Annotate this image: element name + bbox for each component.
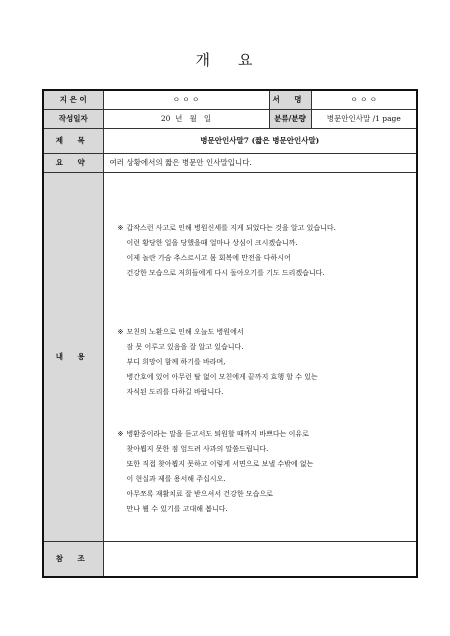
paragraph-line: 병환중이라는 말을 듣고서도 퇴원할 때까지 바쁘다는 이유로 — [126, 429, 309, 438]
reference-mark-icon: ※ — [117, 223, 124, 232]
reference-value — [103, 541, 417, 577]
paragraph-line: 병간호에 있어 아무런 탈 없이 모친에게 끝까지 효행 할 수 있는 — [126, 372, 318, 381]
content-paragraph — [118, 427, 411, 517]
date-row — [43, 109, 417, 128]
content-paragraph — [118, 325, 411, 400]
subject-label: 제 목 — [43, 128, 103, 153]
paragraph-line: 만나 뵐 수 있기를 고대해 봅니다. — [126, 504, 228, 513]
category-label: 분류/분량 — [269, 109, 311, 128]
paragraph-line: 이런 황당한 일을 당했을때 얼마나 상심이 크시겠습니까. — [126, 238, 298, 247]
subject-value: 병문안인사말7 (짧은 병문안인사말) — [103, 128, 417, 153]
paragraph-line: 갑작스런 사고로 인해 병원신세를 지게 되었다는 것을 알고 있습니다. — [126, 223, 336, 232]
paragraph-line: 잠 못 이루고 있음을 잘 알고 있습니다. — [126, 342, 244, 351]
page-title-part2: 요 — [238, 51, 255, 69]
content-body — [103, 172, 417, 541]
paragraph-line: 이제 놀란 가슴 추스르시고 몸 회복에 만전을 다하시어 — [126, 253, 291, 262]
author-row — [43, 90, 417, 109]
paragraph-line: 건강한 모습으로 저희들에게 다시 돌아오기를 기도 드리겠습니다. — [126, 268, 325, 277]
paragraph-line: 부디 희망이 함께 하기를 바라며, — [126, 357, 226, 366]
summary-label: 요 약 — [43, 153, 103, 172]
category-value: 병문안인사말 /1 page — [311, 109, 417, 128]
summary-form-table — [42, 89, 418, 578]
reference-row — [43, 541, 417, 577]
paragraph-line: 모친의 노환으로 인해 오늘도 병원에서 — [126, 327, 244, 336]
reference-mark-icon: ※ — [117, 429, 124, 438]
date-value: 20 년 월 일 — [103, 109, 269, 128]
reference-label: 참 조 — [43, 541, 103, 577]
paragraph-line: 자식된 도리를 다하길 바랍니다. — [126, 387, 224, 396]
summary-row — [43, 153, 417, 172]
summary-value: 여러 상황에서의 짧은 병문안 인사말입니다. — [103, 153, 417, 172]
content-row — [43, 172, 417, 541]
author-label: 지 은 이 — [43, 90, 103, 109]
paragraph-line: 찾아뵙지 못한 점 엎드려 사과의 말씀드립니다. — [126, 444, 269, 453]
date-label: 작성일자 — [43, 109, 103, 128]
reference-mark-icon: ※ — [117, 327, 124, 336]
author-value: ㅇ ㅇ ㅇ — [103, 90, 269, 109]
page-title-part1: 개 — [195, 51, 212, 69]
paragraph-line: 또한 직접 찾아뵙지 못하고 이렇게 서면으로 보낼 수밖에 없는 — [126, 459, 314, 468]
paragraph-line: 이 현실과 제를 용서해 주십시오. — [126, 474, 226, 483]
signature-value: ㅇ ㅇ ㅇ — [311, 90, 417, 109]
signature-label: 서 명 — [269, 90, 311, 109]
page-title — [0, 49, 450, 70]
content-label: 내 용 — [43, 172, 103, 541]
paragraph-line: 아무쪼록 재활치료 잘 받으셔서 건강한 모습으로 — [126, 489, 273, 498]
subject-row — [43, 128, 417, 153]
content-paragraph — [118, 221, 411, 281]
